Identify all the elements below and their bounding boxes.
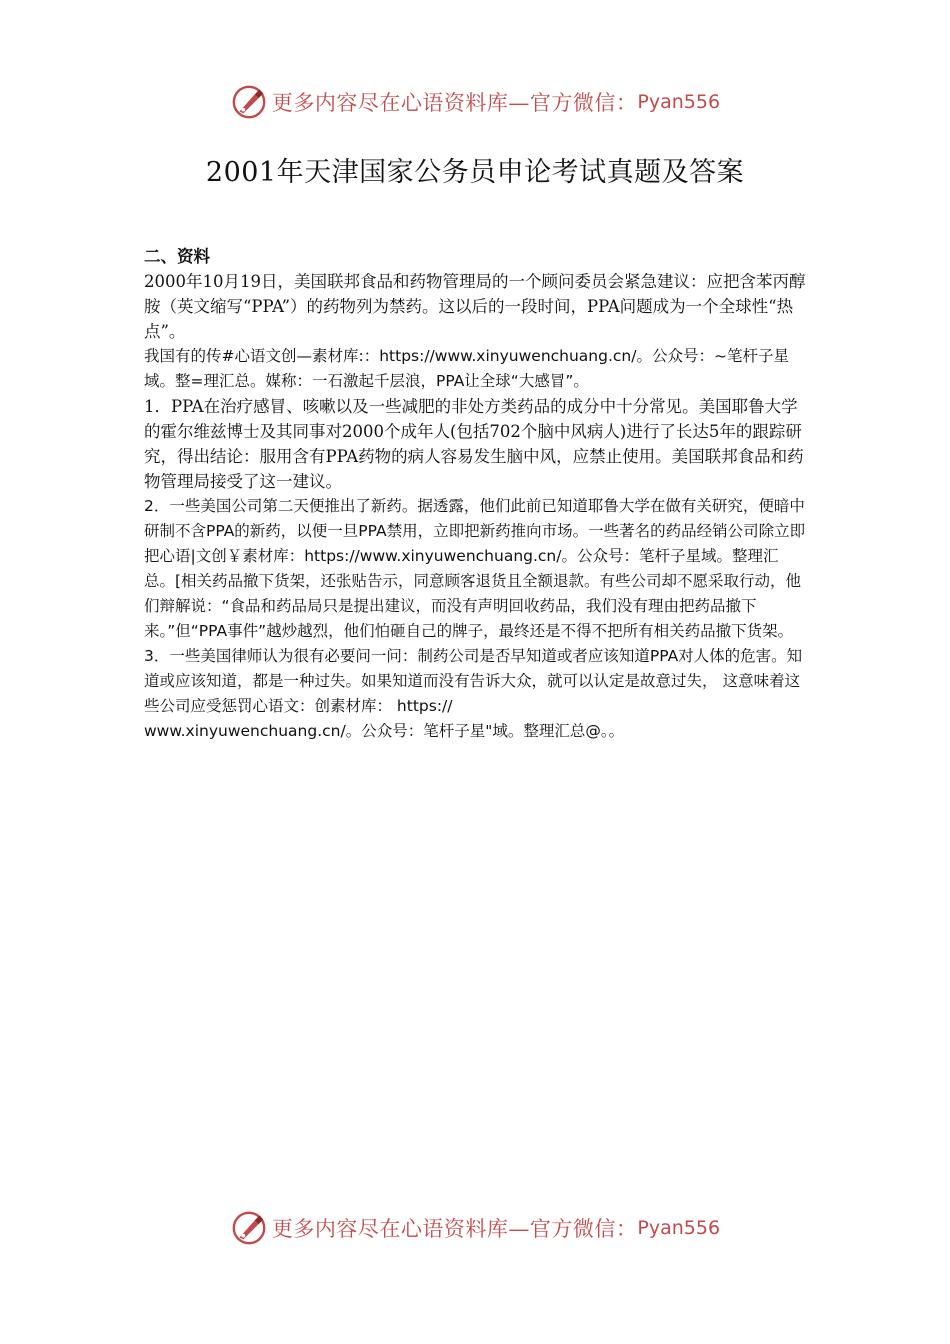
paragraph-3	[144, 644, 808, 744]
banner-wechat-id: Pyan556	[637, 1217, 721, 1239]
paragraph-intro: 2000年10月19日，美国联邦食品和药物管理局的一个顾问委员会紧急建议：应把含苯丙醇胺（英文缩写“PPA”）的药物列为禁药。这以后的一段时间，PPA问题成为一个全球性“热点”。	[144, 272, 806, 341]
paragraph-media: 我国有的传#心语文创—素材库:：https://www.xinyuwenchuang.cn/。公众号：~笔杆子星域。整=理汇总。媒称：一石激起千层浪，PPA让全球“大感冒”。	[144, 347, 789, 390]
footer-banner	[0, 1206, 950, 1250]
paragraph-1: 1．PPA在治疗感冒、咳嗽以及一些减肥的非处方类药品的成分中十分常见。美国耶鲁大学的霍尔维兹博士及其同事对2000个成年人(包括702个脑中风病人)进行了长达5年的跟踪研究，得出结论：服用含有PPA药物的病人容易发生脑中风，应禁止使用。美国联邦食品和药物管理局接受了这一建议。	[144, 397, 804, 491]
paragraph-3-part-b: 这意味着这些公司应受惩罚心语文：创素材库： https://	[144, 672, 801, 715]
header-banner	[0, 80, 950, 124]
banner-text: 更多内容尽在心语资料库—官方微信：	[271, 91, 638, 115]
paragraph-3-part-a: 3．一些美国律师认为很有必要问一问：制药公司是否早知道或者应该知道PPA对人体的危害。知道或应该知道，都是一种过失。如果知道而没有告诉大众，就可以认定是故意过失，	[144, 647, 803, 690]
pen-nib-logo-icon	[230, 1209, 268, 1247]
banner-text: 更多内容尽在心语资料库—官方微信：	[271, 1217, 638, 1241]
document-body	[144, 244, 808, 744]
page-title: 2001年天津国家公务员申论考试真题及答案	[205, 157, 745, 188]
paragraph-2: 2．一些美国公司第二天便推出了新药。据透露，他们此前已知道耶鲁大学在做有关研究，便暗中研制不含PPA的新药，以便一旦PPA禁用，立即把新药推向市场。一些著名的药品经销公司除立即把心语|文创￥素材库：https://www.xinyuwenchuang.cn/。公众号：笔杆子星域。整理汇总。[相关药品撤下货架，还张贴告示，同意顾客退货且全额退款。有些公司却不愿采取行动，他们辩解说：“食品和药品局只是提出建议，而没有声明回收药品，我们没有理由把药品撤下来。”但“PPA事件”越炒越烈，他们怕砸自己的牌子，最终还是不得不把所有相关药品撤下货架。	[144, 497, 806, 640]
banner-wechat-id: Pyan556	[637, 91, 721, 113]
pen-nib-logo-icon	[230, 83, 268, 121]
paragraph-3-part-c: www.xinyuwenchuang.cn/。公众号：笔杆子星"域。整理汇总@。。	[144, 722, 625, 740]
section-heading: 二、资料	[144, 247, 210, 266]
